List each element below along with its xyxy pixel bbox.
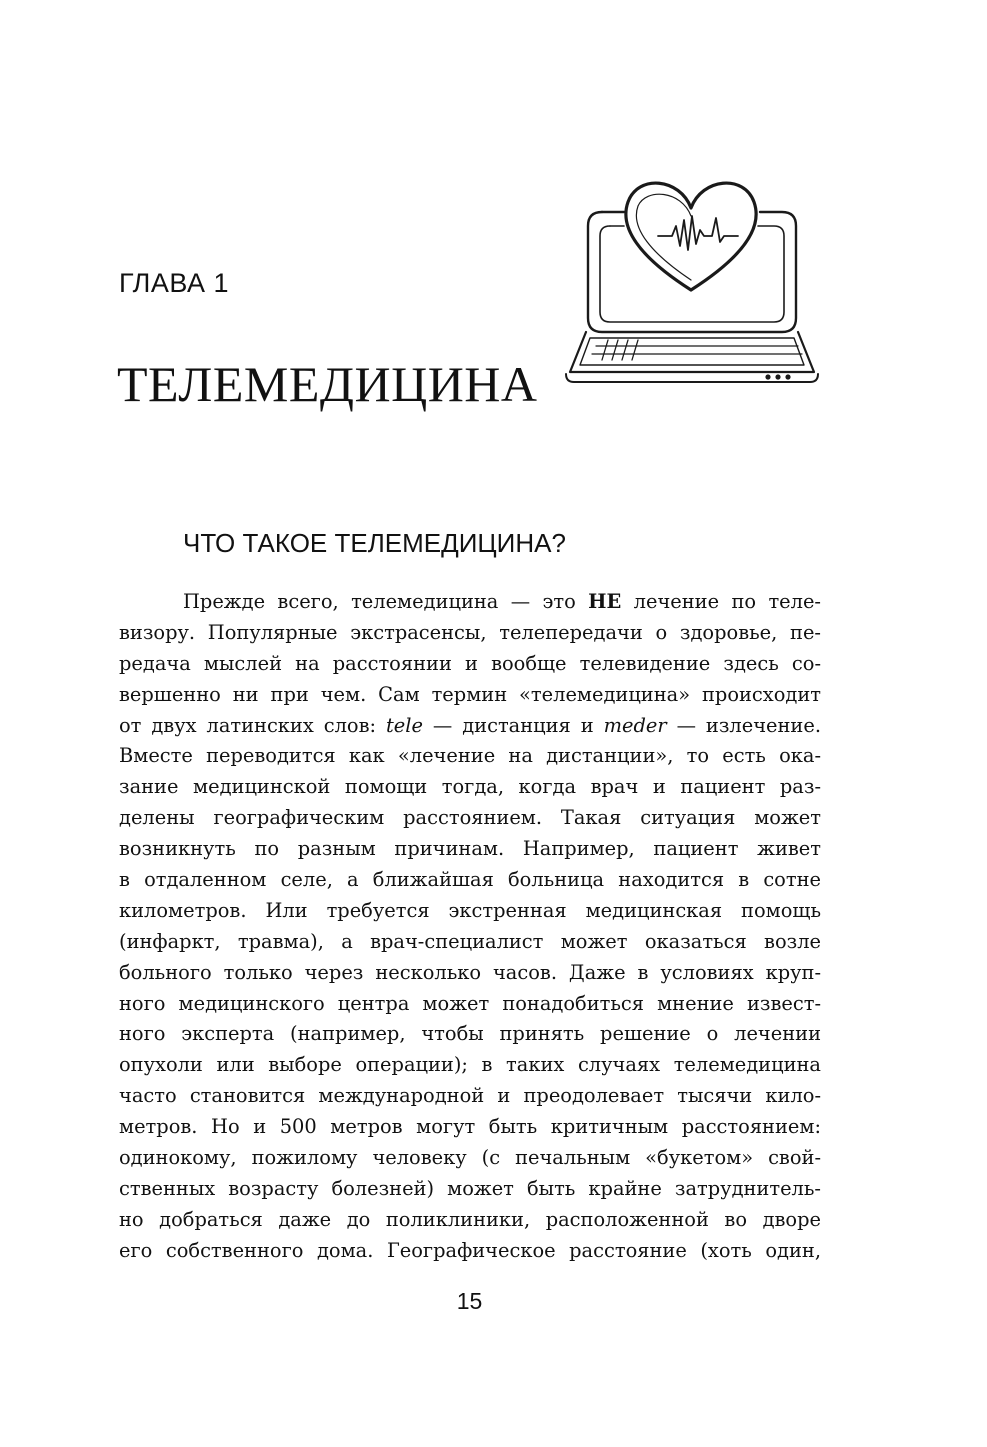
body-line: его собственного дома. Географическое расстояние (хоть один, (119, 1238, 821, 1262)
laptop-heart-icon (562, 160, 822, 392)
body-paragraph (119, 587, 821, 1267)
body-line: (инфаркт, травма), а врач-специалист может оказаться возле (119, 929, 821, 953)
chapter-title: ТЕЛЕМЕДИЦИНА (117, 356, 538, 412)
body-line: от двух латинских слов: tele — дистанция и meder — излечение. (119, 713, 821, 737)
body-line: одинокому, пожилому человеку (с печальным «букетом» свой- (119, 1146, 821, 1170)
body-line: ственных возрасту болезней) может быть крайне затруднитель- (119, 1176, 821, 1200)
body-line: зание медицинской помощи тогда, когда врач и пациент раз- (119, 775, 821, 799)
emphasis-ne: НЕ (588, 590, 622, 613)
body-line: опухоли или выборе операции); в таких случаях телемедицина (119, 1053, 821, 1077)
term-tele: tele (385, 713, 423, 737)
body-line: редача мыслей на расстоянии и вообще телевидение здесь со- (119, 651, 821, 675)
page-number: 15 (456, 1288, 483, 1314)
body-line: визору. Популярные экстрасенсы, телепередачи о здоровье, пе- (119, 620, 821, 644)
body-line: ного эксперта (например, чтобы принять решение о лечении (119, 1022, 821, 1046)
body-line: возникнуть по разным причинам. Например, пациент живет (119, 837, 821, 861)
body-line: метров. Но и 500 метров могут быть критичным расстоянием: (119, 1115, 821, 1139)
body-line: Прежде всего, телемедицина — это НЕ лечение по теле- (183, 590, 821, 613)
body-line: вершенно ни при чем. Сам термин «телемедицина» происходит (119, 682, 821, 706)
body-line: километров. Или требуется экстренная медицинская помощь (119, 898, 821, 922)
body-line: ного медицинского центра может понадобиться мнение извест- (119, 991, 821, 1015)
body-line: делены географическим расстоянием. Такая ситуация может (119, 806, 821, 830)
body-line: больного только через несколько часов. Даже в условиях круп- (119, 960, 821, 984)
body-line: в отдаленном селе, а ближайшая больница находится в сотне (119, 868, 821, 892)
chapter-label: ГЛАВА 1 (119, 268, 229, 298)
section-heading: ЧТО ТАКОЕ ТЕЛЕМЕДИЦИНА? (183, 528, 566, 558)
term-meder: meder (603, 713, 667, 737)
body-line: но добраться даже до поликлиники, расположенной во дворе (119, 1207, 821, 1231)
body-line: Вместе переводится как «лечение на дистанции», то есть ока- (119, 744, 821, 768)
body-line: часто становится международной и преодолевает тысячи кило- (119, 1084, 821, 1108)
